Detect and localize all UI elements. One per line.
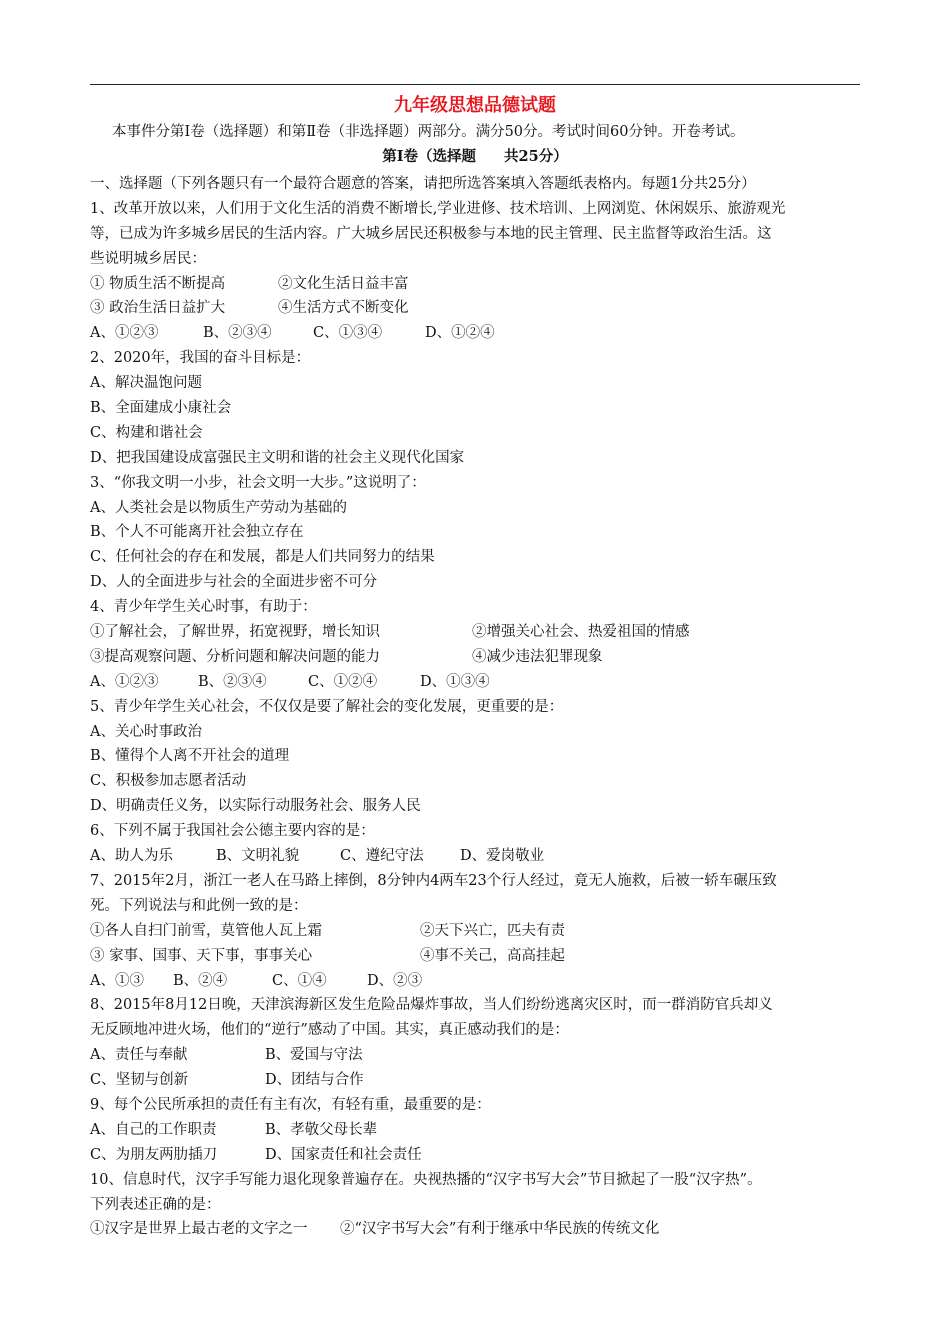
option: C、①③④ (313, 325, 383, 342)
question-stem: 些说明城乡居民： (90, 250, 206, 267)
option-row (90, 969, 865, 994)
statement: ①各人自扫门前雪，莫管他人瓦上霜 (90, 922, 322, 939)
option: B、文明礼貌 (216, 848, 300, 865)
statement-row (90, 919, 865, 944)
option: B、②③④ (198, 673, 267, 690)
option: C、①②④ (308, 673, 378, 690)
statement: C、为朋友两肋插刀 (90, 1146, 218, 1163)
option-row (90, 670, 865, 695)
statement: ②天下兴亡，匹夫有责 (420, 922, 565, 939)
option: A、助人为乐 (90, 848, 173, 865)
question-stem: 5、青少年学生关心社会，不仅仅是要了解社会的变化发展，更重要的是： (90, 698, 564, 715)
question-stem: 3、“你我文明一小步，社会文明一大步。”这说明了： (90, 474, 426, 491)
statement: A、自己的工作职责 (90, 1121, 217, 1138)
section-heading (0, 146, 950, 168)
exam-intro: 本事件分第Ⅰ卷（选择题）和第Ⅱ卷（非选择题）两部分。满分50分。考试时间60分钟。开卷考试。 (112, 124, 745, 140)
statement: ①了解社会，了解世界，拓宽视野，增长知识 (90, 624, 380, 641)
statement: ②文化生活日益丰富 (278, 275, 409, 292)
statement-row (90, 1118, 865, 1143)
answer-choice: A、解决温饱问题 (90, 375, 202, 392)
statement: D、国家责任和社会责任 (265, 1146, 422, 1163)
statement: C、坚韧与创新 (90, 1072, 189, 1089)
statement: ②“汉字书写大会”有利于继承中华民族的传统文化 (340, 1221, 660, 1238)
question-stem: 8、2015年8月12日晚，天津滨海新区发生危险品爆炸事故，当人们纷纷逃离灾区时，而一群消防官兵却义 (90, 997, 773, 1014)
question-stem: 4、青少年学生关心时事，有助于： (90, 599, 317, 616)
statement: ②增强关心社会、热爱祖国的情感 (472, 624, 690, 641)
question-stem: 无反顾地冲进火场，他们的“逆行”感动了中国。其实，真正感动我们的是： (90, 1022, 569, 1039)
answer-choice: D、把我国建设成富强民主文明和谐的社会主义现代化国家 (90, 449, 465, 466)
statement: ③ 家事、国事、天下事，事事关心 (90, 947, 313, 964)
question-stem: 等，已成为许多城乡居民的生活内容。广大城乡居民还积极参与本地的民主管理、民主监督等政治生活。这 (90, 225, 772, 242)
answer-choice: C、任何社会的存在和发展，都是人们共同努力的结果 (90, 549, 435, 566)
question-stem: 10、信息时代，汉字手写能力退化现象普遍存在。央视热播的“汉字书写大会”节目掀起了一股“汉字热”。 (90, 1171, 762, 1188)
question-stem: 2、2020年，我国的奋斗目标是： (90, 350, 311, 367)
question-stem: 1、改革开放以来，人们用于文化生活的消费不断增长,学业进修、技术培训、上网浏览、休闲娱乐、旅游观光 (90, 200, 786, 217)
option: D、①③④ (420, 673, 490, 690)
option: A、①②③ (90, 673, 159, 690)
section-title: 第Ⅰ卷（选择题 (382, 148, 477, 165)
option: B、②③④ (203, 325, 272, 342)
statement: ③ 政治生活日益扩大 (90, 300, 226, 317)
answer-choice: B、全面建成小康社会 (90, 400, 232, 417)
question-stem: 死。下列说法与和此例一致的是： (90, 897, 308, 914)
statement-row (90, 1143, 865, 1168)
statement-row (90, 1068, 865, 1093)
question-stem: 9、每个公民所承担的责任有主有次，有轻有重，最重要的是： (90, 1096, 491, 1113)
option-row (90, 844, 865, 869)
statement: ① 物质生活不断提高 (90, 275, 226, 292)
statement-row (90, 944, 865, 969)
statement-row (90, 272, 865, 297)
option: D、爱岗敬业 (460, 848, 545, 865)
section-score: 共25分） (504, 148, 568, 165)
answer-choice: A、人类社会是以物质生产劳动为基础的 (90, 499, 347, 516)
option: D、①②④ (425, 325, 495, 342)
statement: ④减少违法犯罪现象 (472, 648, 603, 665)
question-stem: 7、2015年2月，浙江一老人在马路上摔倒，8分钟内4两车23个行人经过，竟无人施救，后被一轿车碾压致 (90, 872, 777, 889)
question-stem: 下列表述正确的是： (90, 1196, 221, 1213)
statement-row (90, 296, 865, 321)
statement: A、责任与奉献 (90, 1047, 188, 1064)
statement: ④生活方式不断变化 (278, 300, 409, 317)
question-list (90, 172, 865, 1242)
option: C、①④ (272, 972, 327, 989)
statement-row (90, 1043, 865, 1068)
answer-choice: C、构建和谐社会 (90, 424, 203, 441)
question-stem: 6、下列不属于我国社会公德主要内容的是： (90, 823, 375, 840)
answer-choice: B、懂得个人离不开社会的道理 (90, 748, 290, 765)
statement-row (90, 620, 865, 645)
answer-choice: D、明确责任义务，以实际行动服务社会、服务人民 (90, 798, 421, 815)
option: C、遵纪守法 (340, 848, 424, 865)
statement: ④事不关己，高高挂起 (420, 947, 565, 964)
statement: B、孝敬父母长辈 (265, 1121, 378, 1138)
answer-choice: D、人的全面进步与社会的全面进步密不可分 (90, 574, 378, 591)
answer-choice: C、积极参加志愿者活动 (90, 773, 247, 790)
statement-row (90, 1217, 865, 1242)
answer-choice: A、关心时事政治 (90, 723, 202, 740)
answer-choice: B、个人不可能离开社会独立存在 (90, 524, 304, 541)
option: D、②③ (367, 972, 423, 989)
statement-row (90, 645, 865, 670)
option: A、①②③ (90, 325, 159, 342)
statement: B、爱国与守法 (265, 1047, 363, 1064)
statement: ①汉字是世界上最古老的文字之一 (90, 1221, 308, 1238)
header-rule (90, 84, 860, 85)
statement: ③提高观察问题、分析问题和解决问题的能力 (90, 648, 380, 665)
statement: D、团结与合作 (265, 1072, 364, 1089)
exam-title: 九年级思想品德试题 (394, 95, 556, 116)
option: B、②④ (173, 972, 228, 989)
option-row (90, 321, 865, 346)
option: A、①③ (90, 972, 144, 989)
instructions: 一、选择题（下列各题只有一个最符合题意的答案，请把所选答案填入答题纸表格内。每题1分共25分） (90, 176, 756, 192)
